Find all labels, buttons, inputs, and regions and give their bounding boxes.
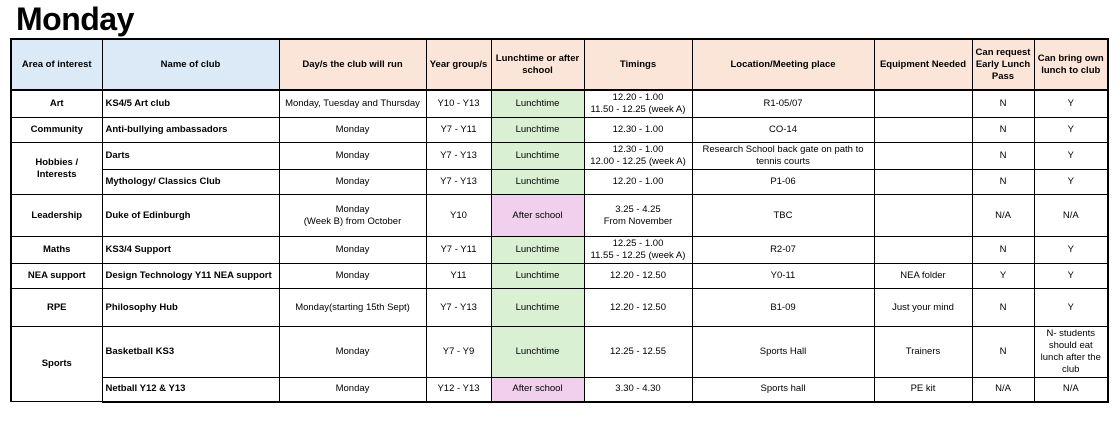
header-days: Day/s the club will run [279, 39, 426, 90]
year-cell: Y10 - Y13 [426, 90, 491, 118]
lunch-or-after-cell: Lunchtime [491, 237, 584, 264]
lunch-or-after-cell: After school [491, 195, 584, 237]
early-pass-cell: N [972, 170, 1034, 195]
table-row [11, 195, 1108, 237]
days-cell [279, 170, 426, 195]
timing-line: 12.20 - 1.00 [612, 92, 664, 103]
days-line: Monday, Tuesday and Thursday [285, 98, 420, 109]
equipment-cell [874, 118, 972, 143]
header-early-lunch-pass: Can request Early Lunch Pass [972, 39, 1034, 90]
year-cell: Y7 - Y13 [426, 289, 491, 327]
timing-line: 12.30 - 1.00 [612, 144, 664, 155]
timings-cell [584, 118, 692, 143]
own-lunch-cell: Y [1034, 170, 1108, 195]
lunch-or-after-cell: Lunchtime [491, 118, 584, 143]
timings-cell [584, 170, 692, 195]
own-lunch-cell: Y [1034, 143, 1108, 170]
days-line: Monday [335, 150, 370, 161]
lunch-or-after-cell: Lunchtime [491, 90, 584, 118]
days-line: (Week B) from October [303, 215, 402, 227]
days-cell [279, 264, 426, 289]
header-location: Location/Meeting place [692, 39, 874, 90]
timing-line: 3.30 - 4.30 [615, 383, 661, 395]
timings-cell [584, 289, 692, 327]
page-title: Monday [16, 1, 134, 37]
early-pass-cell: Y [972, 264, 1034, 289]
year-cell: Y7 - Y9 [426, 327, 491, 378]
table-row [11, 378, 1108, 402]
location-cell: Research School back gate on path to tennis courts [692, 143, 874, 170]
timings-cell [584, 264, 692, 289]
table-row [11, 118, 1108, 143]
year-cell: Y7 - Y11 [426, 237, 491, 264]
timing-line: From November [603, 215, 673, 227]
early-pass-cell: N [972, 90, 1034, 118]
early-pass-cell: N/A [972, 195, 1034, 237]
own-lunch-cell: N/A [1034, 195, 1108, 237]
table-row [11, 264, 1108, 289]
timings-cell [584, 195, 692, 237]
early-pass-cell: N [972, 327, 1034, 378]
timing-line: 3.25 - 4.25 [615, 203, 661, 215]
timings-cell [584, 143, 692, 170]
days-line: Monday [335, 176, 370, 187]
own-lunch-cell: Y [1034, 118, 1108, 143]
location-cell: P1-06 [692, 170, 874, 195]
timing-line: 12.25 - 1.00 [612, 238, 664, 249]
days-line: Monday [335, 244, 370, 255]
header-timings: Timings [584, 39, 692, 90]
table-row [11, 237, 1108, 264]
equipment-cell: PE kit [874, 378, 972, 402]
header-year-groups: Year group/s [426, 39, 491, 90]
location-cell: TBC [692, 195, 874, 237]
table-row [11, 170, 1108, 195]
days-cell [279, 289, 426, 327]
club-name-cell: Mythology/ Classics Club [102, 170, 279, 195]
header-club-name: Name of club [102, 39, 279, 90]
area-cell: Maths [11, 237, 102, 264]
days-line: Monday(starting 15th Sept) [295, 301, 410, 313]
club-name-cell: Basketball KS3 [102, 327, 279, 378]
early-pass-cell: N [972, 289, 1034, 327]
year-cell: Y7 - Y11 [426, 118, 491, 143]
table-row [11, 289, 1108, 327]
days-cell [279, 143, 426, 170]
early-pass-cell: N [972, 143, 1034, 170]
club-name-cell: Anti-bullying ambassadors [102, 118, 279, 143]
timing-line: 12.20 - 1.00 [612, 176, 664, 187]
lunch-or-after-cell: Lunchtime [491, 143, 584, 170]
days-cell [279, 327, 426, 378]
club-name-cell: KS4/5 Art club [102, 90, 279, 118]
equipment-cell [874, 143, 972, 170]
equipment-cell [874, 195, 972, 237]
club-name-cell: Design Technology Y11 NEA support [102, 264, 279, 289]
club-name-cell: Duke of Edinburgh [102, 195, 279, 237]
area-cell: RPE [11, 289, 102, 327]
header-own-lunch: Can bring own lunch to club [1034, 39, 1108, 90]
equipment-cell: NEA folder [874, 264, 972, 289]
area-cell: Hobbies / Interests [11, 143, 102, 195]
early-pass-cell: N/A [972, 378, 1034, 402]
own-lunch-cell: N- students should eat lunch after the club [1034, 327, 1108, 378]
lunch-or-after-cell: Lunchtime [491, 170, 584, 195]
header-lunch-or-after: Lunchtime or after school [491, 39, 584, 90]
header-area: Area of interest [11, 39, 102, 90]
early-pass-cell: N [972, 237, 1034, 264]
equipment-cell: Trainers [874, 327, 972, 378]
area-cell: Art [11, 90, 102, 118]
timing-line: 11.50 - 12.25 (week A) [590, 104, 686, 115]
timing-line: 11.55 - 12.25 (week A) [590, 250, 686, 261]
days-line: Monday [335, 270, 370, 281]
timing-line: 12.25 - 12.55 [610, 346, 666, 357]
timings-cell [584, 237, 692, 264]
timing-line: 12.20 - 12.50 [610, 301, 666, 313]
equipment-cell [874, 170, 972, 195]
table-row [11, 90, 1108, 118]
early-pass-cell: N [972, 118, 1034, 143]
own-lunch-cell: Y [1034, 90, 1108, 118]
timing-line: 12.00 - 12.25 (week A) [590, 156, 686, 167]
year-cell: Y10 [426, 195, 491, 237]
area-cell: Leadership [11, 195, 102, 237]
location-cell: CO-14 [692, 118, 874, 143]
clubs-table [10, 38, 1109, 403]
location-cell: R1-05/07 [692, 90, 874, 118]
location-cell: Y0-11 [692, 264, 874, 289]
days-cell [279, 195, 426, 237]
header-equipment: Equipment Needed [874, 39, 972, 90]
location-cell: R2-07 [692, 237, 874, 264]
days-line: Monday [335, 124, 370, 135]
equipment-cell [874, 90, 972, 118]
own-lunch-cell: Y [1034, 289, 1108, 327]
club-name-cell: KS3/4 Support [102, 237, 279, 264]
year-cell: Y11 [426, 264, 491, 289]
timing-line: 12.30 - 1.00 [612, 124, 664, 135]
timings-cell [584, 90, 692, 118]
own-lunch-cell: Y [1034, 264, 1108, 289]
area-cell: NEA support [11, 264, 102, 289]
year-cell: Y7 - Y13 [426, 170, 491, 195]
location-cell: Sports Hall [692, 327, 874, 378]
timings-cell [584, 378, 692, 402]
days-line: Monday [335, 203, 370, 215]
table-row [11, 327, 1108, 378]
days-line: Monday [335, 383, 370, 395]
days-cell [279, 118, 426, 143]
equipment-cell: Just your mind [874, 289, 972, 327]
area-cell: Community [11, 118, 102, 143]
timing-line: 12.20 - 12.50 [610, 270, 666, 281]
area-cell: Sports [11, 327, 102, 402]
club-name-cell: Darts [102, 143, 279, 170]
location-cell: B1-09 [692, 289, 874, 327]
club-name-cell: Philosophy Hub [102, 289, 279, 327]
days-cell [279, 237, 426, 264]
days-cell [279, 378, 426, 402]
table-row [11, 143, 1108, 170]
days-line: Monday [335, 346, 370, 357]
lunch-or-after-cell: Lunchtime [491, 289, 584, 327]
lunch-or-after-cell: Lunchtime [491, 264, 584, 289]
own-lunch-cell: N/A [1034, 378, 1108, 402]
equipment-cell [874, 237, 972, 264]
header-row [11, 39, 1108, 90]
year-cell: Y7 - Y13 [426, 143, 491, 170]
lunch-or-after-cell: Lunchtime [491, 327, 584, 378]
timings-cell [584, 327, 692, 378]
own-lunch-cell: Y [1034, 237, 1108, 264]
year-cell: Y12 - Y13 [426, 378, 491, 402]
lunch-or-after-cell: After school [491, 378, 584, 402]
club-name-cell: Netball Y12 & Y13 [102, 378, 279, 402]
location-cell: Sports hall [692, 378, 874, 402]
days-cell [279, 90, 426, 118]
